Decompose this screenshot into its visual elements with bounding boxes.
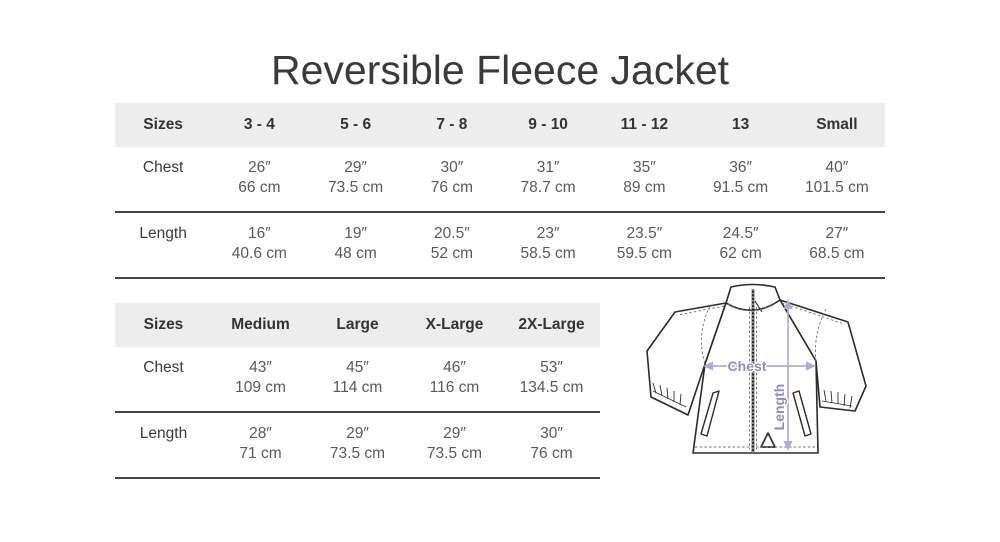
adult-chest-row [115,347,600,411]
column-header-small: Small [816,116,858,133]
measurement-cell: 35″ 89 cm [623,159,666,196]
column-header-7-8: 7 - 8 [436,116,468,133]
column-header-medium: Medium [231,316,290,333]
measurement-cell: 16″ 40.6 cm [231,225,287,262]
measurement-cell: 29″ 73.5 cm [328,159,384,196]
column-header-sizes: Sizes [143,316,184,333]
column-header-sizes: Sizes [143,116,183,133]
measurement-cell: 30″ 76 cm [530,425,573,462]
measurement-cell: 24.5″ 62 cm [719,225,762,262]
column-header-9-10: 9 - 10 [528,116,568,133]
youth-size-chart [115,103,885,279]
column-header-2x-large: 2X-Large [518,316,585,333]
row-label-cell: Chest [143,359,184,376]
column-header-13: 13 [732,116,750,133]
adult-length-row [115,411,600,477]
youth-length-row [115,211,885,277]
measurement-cell: 20.5″ 52 cm [430,225,473,262]
length-dimension-label: Length [771,383,787,431]
measurement-cell: 46″ 116 cm [429,359,480,396]
measurement-cell: 27″ 68.5 cm [809,225,865,262]
measurement-cell: 40″ 101.5 cm [804,159,869,196]
row-label-cell: Length [139,225,187,242]
column-header-x-large: X-Large [425,316,484,333]
measurement-cell: 53″ 134.5 cm [519,359,584,396]
measurement-cell: 29″ 73.5 cm [426,425,483,462]
page-title: Reversible Fleece Jacket [270,47,730,93]
measurement-cell: 45″ 114 cm [332,359,383,396]
adult-chart-header-row [115,303,600,347]
row-label-cell: Chest [142,159,184,176]
column-header-large: Large [336,316,379,333]
measurement-cell: 29″ 73.5 cm [329,425,386,462]
youth-chest-row [115,147,885,211]
column-header-5-6: 5 - 6 [340,116,372,133]
chest-dimension-label: Chest [727,358,767,374]
adult-size-chart [115,303,600,479]
measurement-cell: 23″ 58.5 cm [520,225,576,262]
column-header-3-4: 3 - 4 [243,116,275,133]
jacket-diagram [636,279,900,493]
measurement-cell: 23.5″ 59.5 cm [616,225,672,262]
measurement-cell: 19″ 48 cm [334,225,377,262]
column-header-11-12: 11 - 12 [620,116,669,133]
measurement-cell: 28″ 71 cm [239,425,282,462]
measurement-cell: 31″ 78.7 cm [520,159,576,196]
measurement-cell: 30″ 76 cm [430,159,473,196]
measurement-cell: 43″ 109 cm [235,359,286,396]
youth-chart-header-row [115,103,885,147]
row-label-cell: Length [139,425,188,442]
measurement-cell: 36″ 91.5 cm [713,159,769,196]
measurement-cell: 26″ 66 cm [238,159,281,196]
